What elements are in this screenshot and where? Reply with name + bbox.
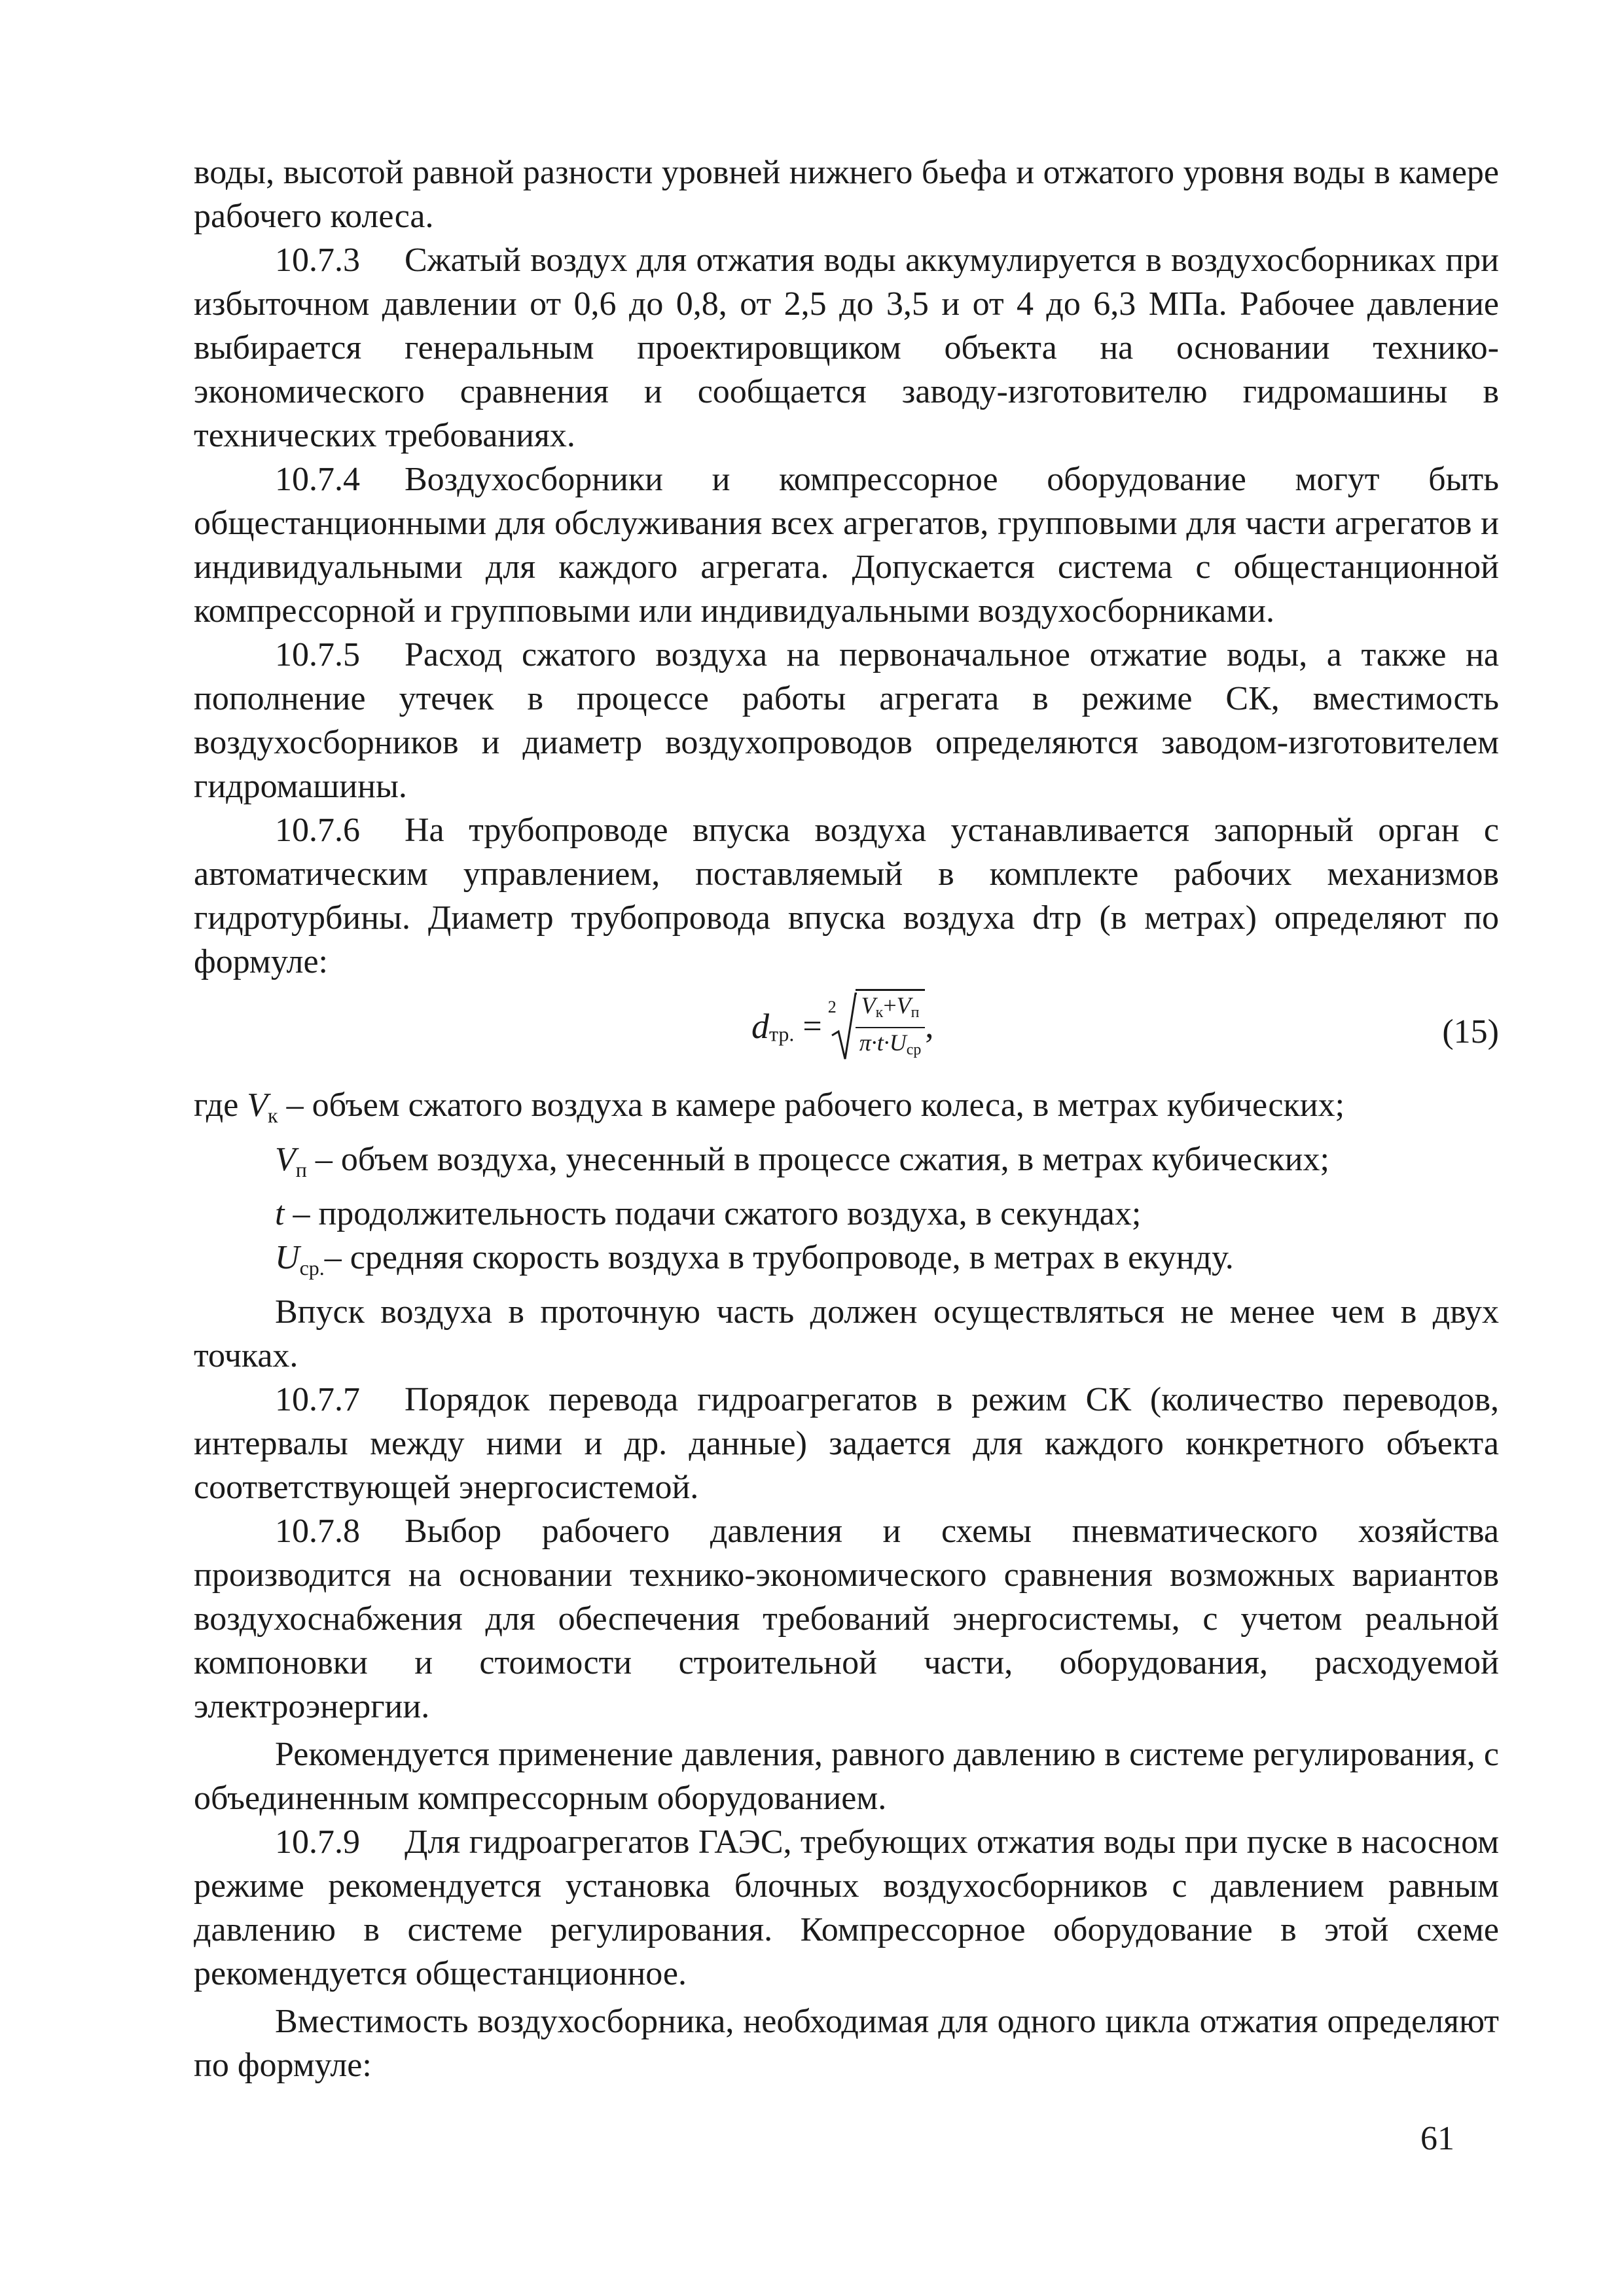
clause-text: На трубопроводе впуска воздуха устанавливается запорный орган с автоматическим управлением, поставляемый в комплекте рабочих механизмов гидротурбины. Диаметр трубопровода впуска воздуха dтр (в метрах) определяют по формуле:: [194, 812, 1499, 980]
root-index: 2: [827, 997, 837, 1016]
symbol-t: t: [275, 1195, 285, 1232]
fraction-numerator: Vк+Vп: [856, 991, 926, 1028]
clause-number: 10.7.7: [275, 1381, 360, 1418]
page-number: 61: [1420, 2120, 1454, 2157]
definition-vp: $V_п$ – объем воздуха, унесенный в процессе сжатия, в метрах кубических;: [275, 1141, 1329, 1181]
clause-10-7-6: [194, 808, 1499, 984]
clause-number: 10.7.6: [275, 812, 360, 849]
clause-10-7-9: [194, 1820, 1499, 1996]
fraction-denominator: π·t·Uср: [859, 1030, 922, 1058]
symbol-vk: V: [247, 1086, 268, 1124]
definition-u: $U_{ср.}-$ средняя скорость воздуха в трубопроводе, в метрах в екунду.: [275, 1239, 1234, 1280]
symbol-vp: V: [275, 1141, 296, 1178]
formula-number: (15): [1442, 1013, 1499, 1050]
definition-vk: где $V_к$ – объем сжатого воздуха в камере рабочего колеса, в метрах кубических;: [194, 1086, 1345, 1127]
symbol-u: U: [275, 1239, 300, 1276]
clause-text: Для гидроагрегатов ГАЭС, требующих отжатия воды при пуске в насосном режиме рекомендуется установка блочных воздухосборников с давлением равным давлению в системе регулирования. Компрессорное оборудование в этой схеме рекомендуется общестанционное.: [194, 1823, 1499, 1992]
paragraph: Впуск воздуха в проточную часть должен осуществляться не менее чем в двух точках.: [194, 1293, 1499, 1374]
clause-number: 10.7.3: [275, 242, 360, 279]
formula-15: [194, 985, 1499, 1083]
clause-number: 10.7.4: [275, 461, 360, 498]
document-page: [194, 151, 1499, 2087]
formula-comma: ,: [925, 1008, 934, 1045]
definition-t: t – продолжительность подачи сжатого воздуха, в секундах;: [275, 1195, 1142, 1232]
clause-10-7-5: [194, 633, 1499, 808]
clause-text: Выбор рабочего давления и схемы пневматического хозяйства производится на основании технико-экономического сравнения возможных вариантов воздухоснабжения для обеспечения требований энергосистемы, с учетом реальной компоновки и стоимости строительной части, оборудования, расходуемой электроэнергии.: [194, 1513, 1499, 1725]
clause-text: Порядок перевода гидроагрегатов в режим СК (количество переводов, интервалы между ними и др. данные) задается для каждого конкретного объекта соответствующей энергосистемой.: [194, 1381, 1499, 1506]
formula-body: [751, 989, 933, 1081]
paragraph: Вместимость воздухосборника, необходимая для одного цикла отжатия определяют по формуле:: [194, 2003, 1499, 2084]
formula-equals: =: [794, 1008, 831, 1045]
clause-10-7-3: [194, 238, 1499, 457]
clause-number: 10.7.8: [275, 1513, 360, 1550]
clause-10-7-7: [194, 1378, 1499, 1509]
clause-10-7-4: [194, 457, 1499, 633]
fraction: [856, 989, 926, 1064]
clause-text: Сжатый воздух для отжатия воды аккумулируется в воздухосборниках при избыточном давлении от 0,6 до 0,8, от 2,5 до 3,5 и от 4 до 6,3 МПа. Рабочее давление выбирается генеральным проектировщиком объекта на основании технико-экономического сравнения и сообщается заводу-изготовителю гидромашины в технических требованиях.: [194, 242, 1499, 454]
clause-10-7-8: [194, 1509, 1499, 1729]
clause-text: Расход сжатого воздуха на первоначальное отжатие воды, а также на пополнение утечек в процессе работы агрегата в режиме СК, вместимость воздухосборников и диаметр воздухопроводов определяются заводом-изготовителем гидромашины.: [194, 636, 1499, 805]
formula-lhs-sub: тр.: [769, 1022, 795, 1046]
radical: [827, 989, 926, 1064]
paragraph: воды, высотой равной разности уровней нижнего бьефа и отжатого уровня воды в камере рабочего колеса.: [194, 154, 1499, 235]
paragraph: Рекомендуется применение давления, равного давлению в системе регулирования, с объединенным компрессорным оборудованием.: [194, 1736, 1499, 1817]
clause-text: Воздухосборники и компрессорное оборудование могут быть общестанционными для обслуживания всех агрегатов, групповыми для части агрегатов и индивидуальными для каждого агрегата. Допускается система с общестанционной компрессорной и групповыми или индивидуальными воздухосборниками.: [194, 461, 1499, 630]
formula-lhs: d: [751, 1007, 769, 1046]
clause-number: 10.7.5: [275, 636, 360, 673]
clause-number: 10.7.9: [275, 1823, 360, 1861]
